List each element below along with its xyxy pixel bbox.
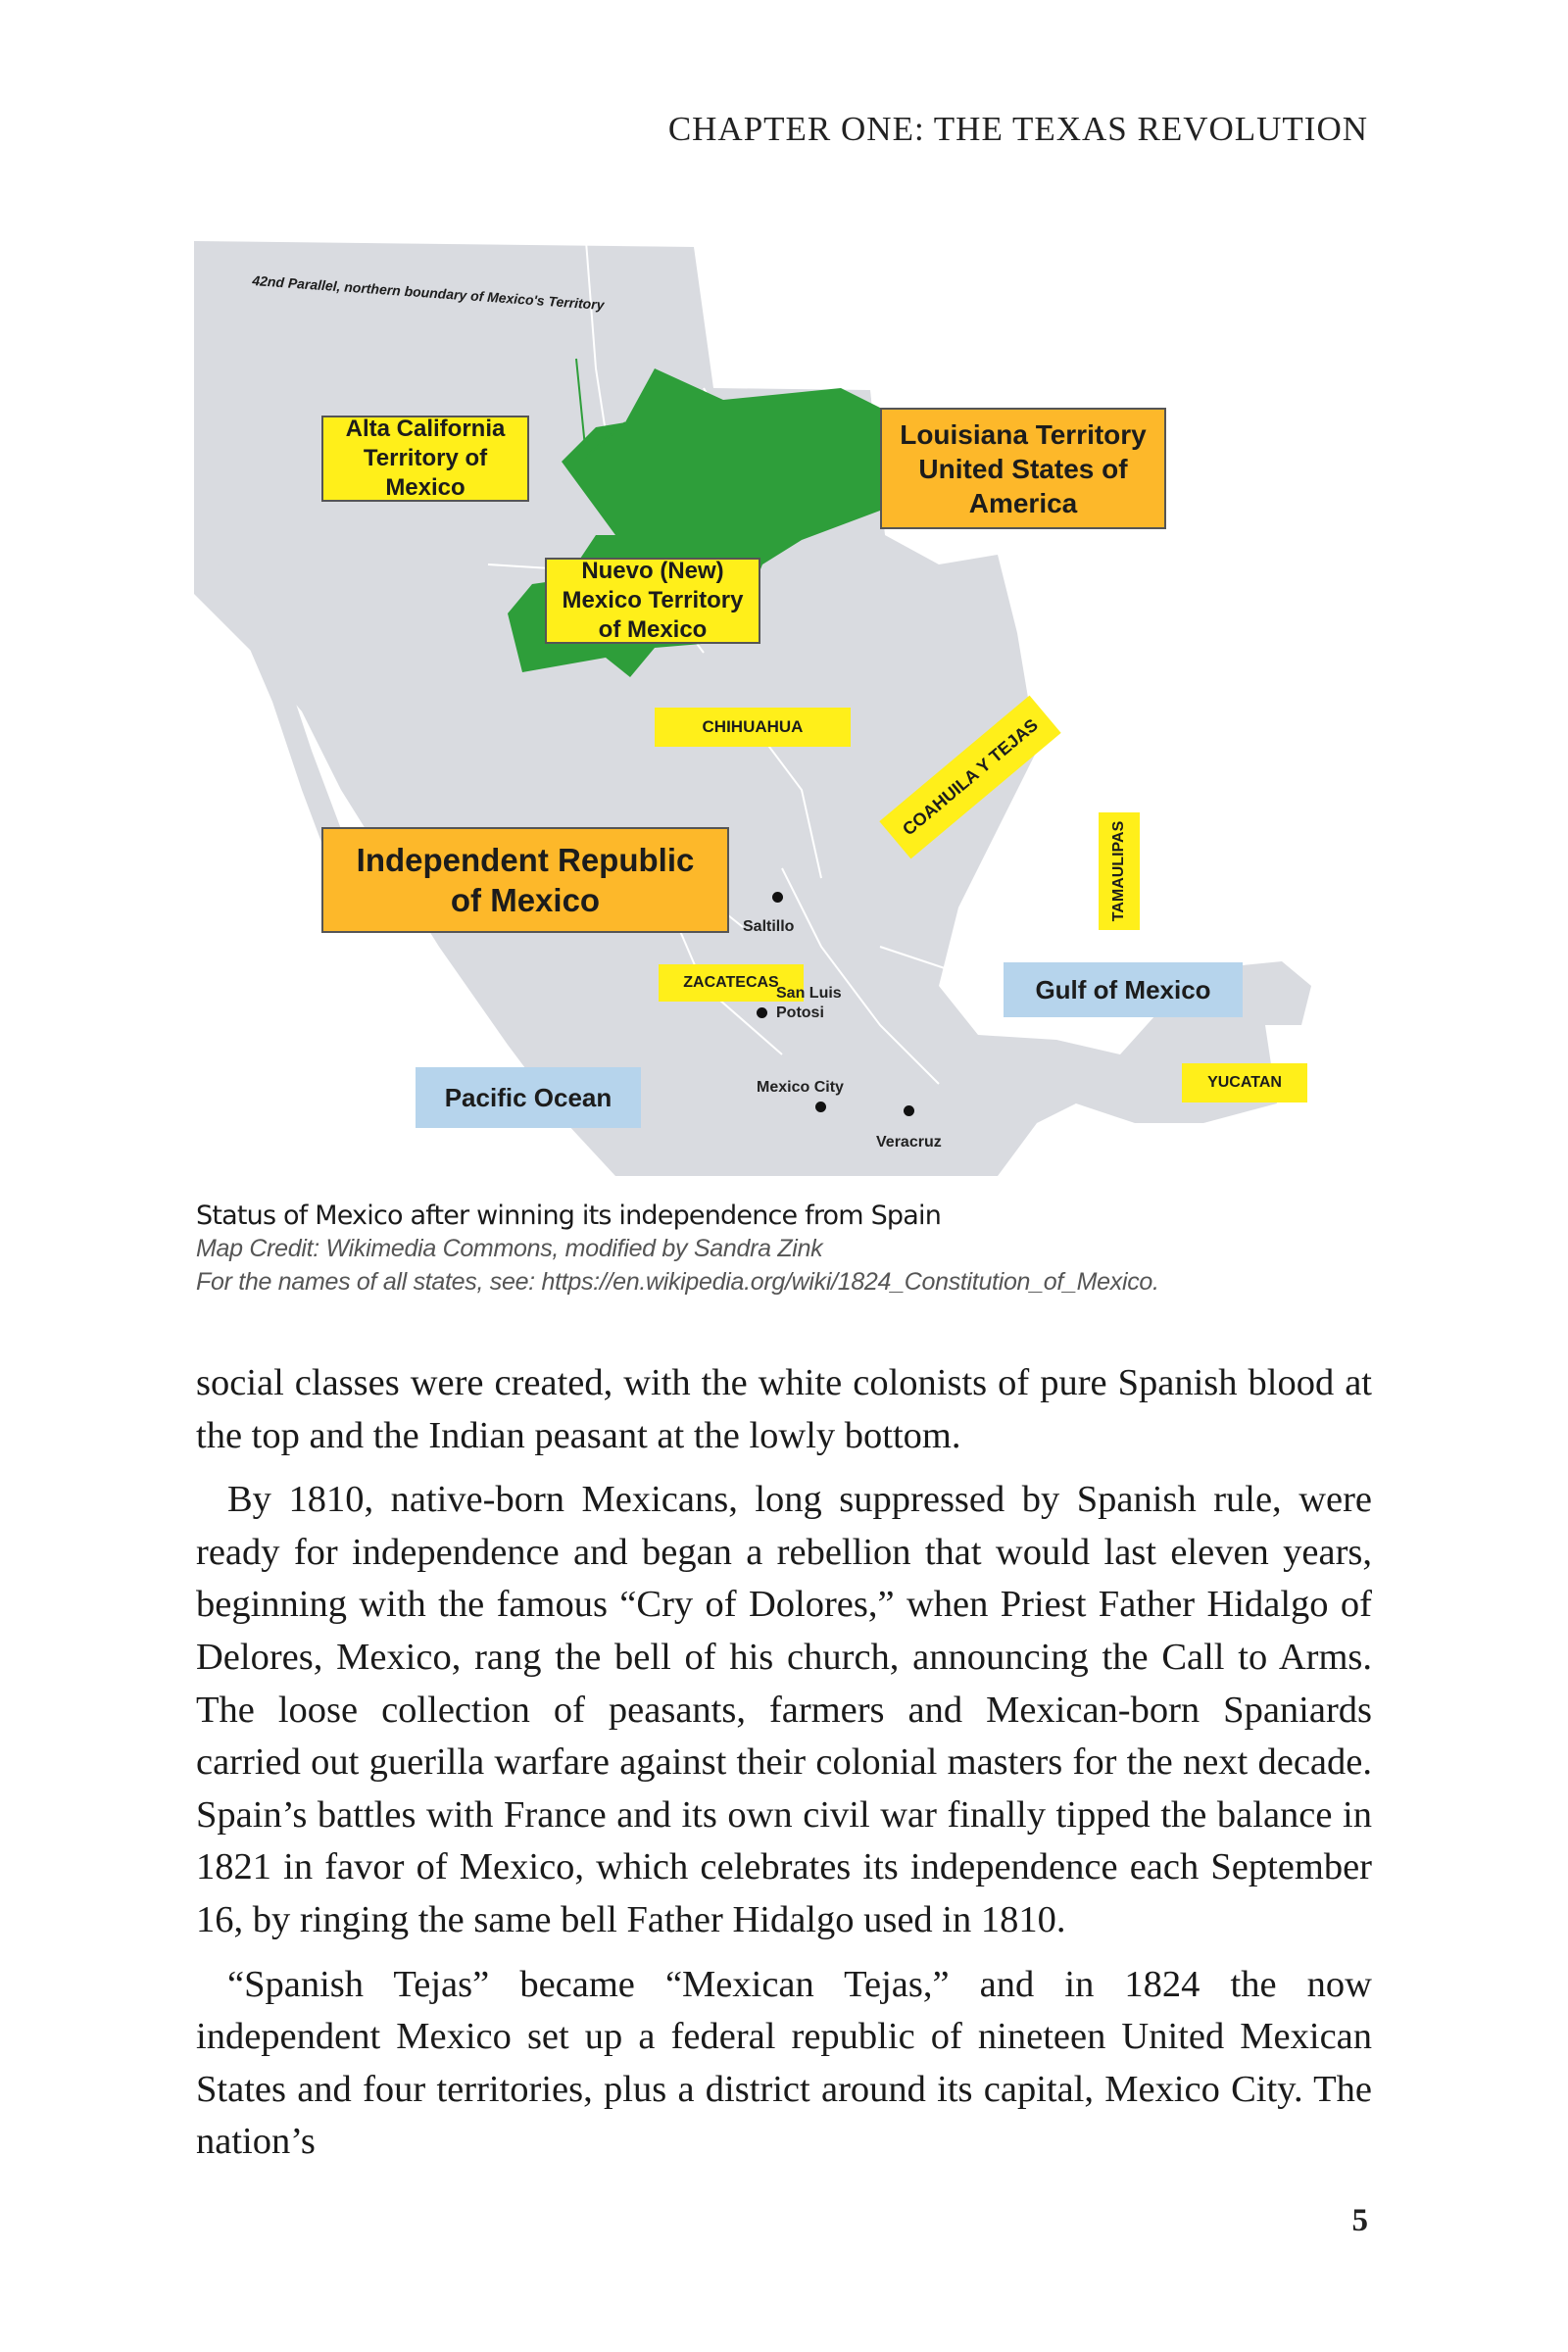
body-text — [196, 1357, 1372, 2180]
boundary-note: 42nd Parallel, northern boundary of Mexico's Territory — [251, 272, 606, 314]
veracruz-label: Veracruz — [876, 1134, 942, 1151]
alta-california-label: Alta California Territory of Mexico — [321, 416, 529, 502]
saltillo-label: Saltillo — [743, 918, 795, 935]
san-luis-potosi-marker — [757, 1007, 767, 1018]
zacatecas-label: ZACATECAS — [659, 964, 804, 1002]
veracruz-marker — [904, 1105, 914, 1116]
caption-source-link: For the names of all states, see: https://en.wikipedia.org/wiki/1824_Constitution_of_Mexico. — [196, 1267, 1159, 1296]
san-luis-potosi-label: San Luis Potosi — [776, 985, 842, 1021]
caption-credit: Map Credit: Wikimedia Commons, modified by Sandra Zink — [196, 1235, 823, 1262]
body-paragraph: “Spanish Tejas” became “Mexican Tejas,” and in 1824 the now independent Mexico set up a federal republic of nineteen United Mexican States and four territories, plus a district around its capital, Mexico City. The nation’s — [196, 1963, 1372, 2163]
map-figure — [194, 241, 1370, 1176]
independent-republic-label: Independent Republic of Mexico — [321, 827, 729, 933]
running-head: CHAPTER ONE: THE TEXAS REVOLUTION — [667, 110, 1368, 148]
pacific-ocean-label: Pacific Ocean — [416, 1067, 641, 1128]
nuevo-mexico-label: Nuevo (New) Mexico Territory of Mexico — [545, 558, 760, 644]
yucatan-label: YUCATAN — [1182, 1063, 1307, 1102]
mexico-city-label: Mexico City — [757, 1079, 844, 1096]
gulf-of-mexico-label: Gulf of Mexico — [1004, 962, 1243, 1017]
chihuahua-label: CHIHUAHUA — [655, 708, 851, 747]
coahuila-y-tejas-label: COAHUILA Y TEJAS — [879, 696, 1060, 859]
body-paragraph: By 1810, native-born Mexicans, long suppressed by Spanish rule, were ready for independence and began a rebellion that would last eleven years, beginning with the famous “Cry of Dolores,” when Priest Father Hidalgo of Delores, Mexico, rang the bell of his church, announcing the Call to Arms. The loose collection of peasants, farmers and Mexican-born Spaniards carried out guerilla warfare against their colonial masters for the next decade. Spain’s battles with France and its own civil war finally tipped the balance in 1821 in favor of Mexico, which celebrates its independence each September 16, by ringing the same bell Father Hidalgo used in 1810. — [196, 1479, 1372, 1940]
mexico-city-marker — [815, 1102, 826, 1112]
tamaulipas-label: TAMAULIPAS — [1099, 812, 1140, 930]
body-paragraph: social classes were created, with the white colonists of pure Spanish blood at the top and the Indian peasant at the lowly bottom. — [196, 1362, 1372, 1456]
figure-caption — [196, 1200, 1372, 1299]
saltillo-marker — [772, 892, 783, 903]
caption-title: Status of Mexico after winning its independence from Spain — [196, 1200, 942, 1231]
louisiana-territory-label: Louisiana Territory United States of America — [880, 408, 1166, 529]
page-number: 5 — [1351, 2203, 1368, 2238]
